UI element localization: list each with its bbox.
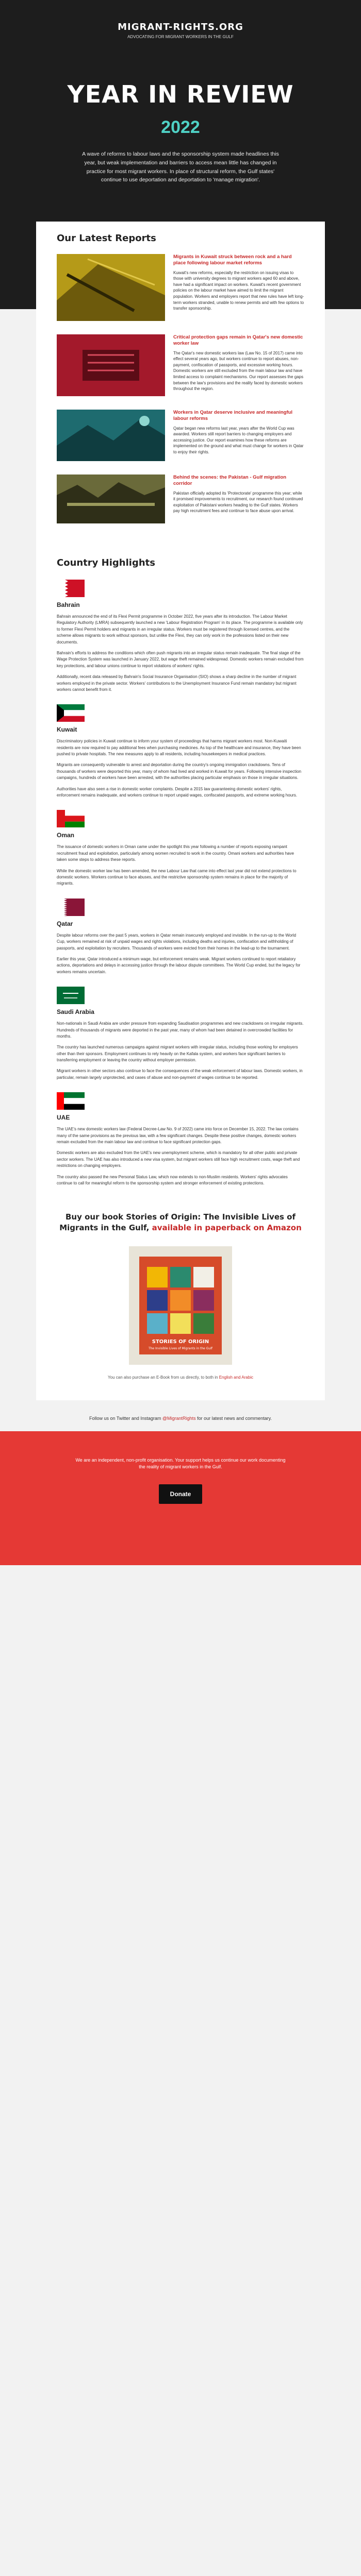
saudi-flag-icon xyxy=(57,987,85,1004)
report-title[interactable]: Workers in Qatar deserve inclusive and meaningful labour reforms xyxy=(173,410,293,422)
book-promo xyxy=(36,1207,325,1400)
book-caption-text: You can also purchase an E-Book from us directly, to both in xyxy=(108,1375,218,1380)
social-handle-link[interactable]: @MigrantRights xyxy=(162,1415,196,1421)
country-highlights xyxy=(36,552,325,1207)
country-paragraph: Authorities have also seen a rise in domestic worker complaints. Despite a 2015 law guaranteeing domestic workers' rights, enforcement remains inadequate, and workers continue to report unpaid wages, confiscated passports, and extreme working hours. xyxy=(57,786,298,798)
footer xyxy=(0,1431,361,1565)
country-name: Saudi Arabia xyxy=(57,1008,94,1016)
year-label: 2022 xyxy=(161,117,200,137)
report-title[interactable]: Critical protection gaps remain in Qatar's new domestic worker law xyxy=(173,334,303,347)
report-card[interactable] xyxy=(57,334,304,396)
report-title[interactable]: Migrants in Kuwait struck between rock and a hard place following labour market reforms xyxy=(173,254,292,266)
intro-text: A wave of reforms to labour laws and the sponsorship system made headlines this year, but weak implementation and barriers to access mean little has changed in practice for most migrant workers. In place of structural reform, the Gulf states' continue to use deportation and deportation to 'manage migration'. xyxy=(82,151,279,183)
book-link[interactable]: available in paperback on Amazon xyxy=(152,1223,302,1232)
report-image[interactable] xyxy=(57,254,165,321)
countries-title: Country Highlights xyxy=(57,557,155,568)
country-kuwait xyxy=(57,704,304,799)
country-paragraph: Bahrain announced the end of its Flexi Permit programme in October 2022, five years after its introduction. The Labour Market Regulatory Authority (LMRA) subsequently launched a new 'Labour Registration Program' in its place. The programme is available only to former Flexi Permit holders and migrants in an irregular status. Workers must be registered through licensed centres, and the scheme allows migrants to work without sponsors, but unlike the Flexi, they can only work in the professions listed on their new documents. xyxy=(57,614,303,645)
footer-text: We are an independent, non-profit organisation. Your support helps us continue our work documenting the reality of migrant workers in the Gulf. xyxy=(75,1457,286,1470)
country-paragraph: Earlier this year, Qatar introduced a minimum wage, but enforcement remains weak. Migrant workers continued to report retaliatory actions, deportations and delays in accessing justice through the labour dispute committees. The World Cup ended, but the legacy for workers remains uncertain. xyxy=(57,956,301,974)
country-uae xyxy=(57,1092,304,1187)
country-name: Bahrain xyxy=(57,601,80,608)
report-card[interactable] xyxy=(57,410,304,461)
report-text: Pakistan officially adopted its 'Protectorate' programme this year; while it promised improvements to recruitment, our research found continued exploitation of Pakistani workers heading to the Gulf states. Workers pay high recruitment fees and continue to face abuse upon arrival. xyxy=(173,490,303,514)
report-image[interactable] xyxy=(57,474,165,523)
country-paragraph: Migrants are consequently vulnerable to arrest and deportation during the country's ongoing immigration crackdowns. Tens of thousands of workers were deported this year, many of whom had lived and worked in Kuwait for years. Following intensive inspection campaigns, hundreds of workers have been arrested, with the authorities placing particular emphasis on those in irregular situations. xyxy=(57,762,302,781)
bahrain-flag-icon xyxy=(57,580,85,597)
country-paragraph: Non-nationals in Saudi Arabia are under pressure from expanding Saudisation programmes and new crackdowns on irregular migrants. Hundreds of thousands of migrants were deported in the past year, many of whom had been detained in overcrowded facilities for months. xyxy=(57,1021,304,1039)
report-text: Kuwait's new reforms, especially the restriction on issuing visas to those with university degrees to migrant workers aged 60 and above, have had a significant impact on workers. Kuwait's recent government policies on the labour market have aimed to limit the migrant population. Workers and employers report that new rules have left long-term workers stranded, unable to renew permits and with few options to transfer sponsorship. xyxy=(173,270,304,311)
country-paragraph: The country has launched numerous campaigns against migrant workers with irregular status, including those working for employers other than their sponsors. Employment continues to rely heavily on the Kafala system, and workers face significant barriers to transferring employment or leaving the country without employer permission. xyxy=(57,1045,298,1063)
reports-title: Our Latest Reports xyxy=(57,233,156,244)
book-title[interactable]: Buy our book Stories of Origin: The Invisible Lives of Migrants in the Gulf, xyxy=(59,1212,296,1232)
logo[interactable]: MIGRANT-RIGHTS.ORG xyxy=(118,22,243,32)
country-paragraph: Domestic workers are also excluded from the UAE's new unemployment scheme, which is mandatory for all other public and private sector workers. The UAE has also introduced a new visa system, but migrant workers still face high recruitment costs, wage theft and restrictions on changing employers. xyxy=(57,1150,300,1168)
country-paragraph: Despite labour reforms over the past 5 years, workers in Qatar remain insecurely employed and invisible. In the run-up to the World Cup, workers remained at risk of unpaid wages and rights violations, including deaths and injuries, confiscation and withholding of passports, and exploitation by recruiters. Thousands of workers were evicted from their homes in the lead-up to the tournament. xyxy=(57,933,297,951)
country-bahrain xyxy=(57,580,304,693)
country-saudi-arabia xyxy=(57,987,304,1081)
report-image[interactable] xyxy=(57,334,165,396)
country-paragraph: While the domestic worker law has been amended, the new Labour Law that came into effect last year did not extend protections to domestic workers. Workers continue to face abuses, and the restrictive sponsorship system remains in place for the majority of migrants. xyxy=(57,868,297,886)
country-name: Qatar xyxy=(57,920,73,927)
report-image[interactable] xyxy=(57,410,165,461)
country-paragraph: Migrant workers in other sectors also continue to face the consequences of the weak enforcement of labour laws. Domestic workers, in particular, remain largely unprotected, and cases of abuse and non-payment of wages continue to be reported. xyxy=(57,1069,303,1080)
country-paragraph: Discriminatory policies in Kuwait continue to inform your system of proceedings that harms migrant workers most. Non-Kuwaiti residents are now required to pay additional fees when purchasing medicines. As top of the healthcare and insurance, they have been pushed to private hospitals. The new measures apply to all residents, including housekeepers in medical practices. xyxy=(57,739,301,757)
country-name: UAE xyxy=(57,1114,70,1122)
kuwait-flag-icon xyxy=(57,704,85,722)
logo-tagline: ADVOCATING FOR MIGRANT WORKERS IN THE GULF xyxy=(127,35,234,39)
oman-flag-icon xyxy=(57,810,85,827)
country-name: Kuwait xyxy=(57,726,77,734)
page-title: YEAR IN REVIEW xyxy=(67,80,294,108)
follow-text: Follow us on Twitter and Instagram xyxy=(89,1415,161,1421)
report-card[interactable] xyxy=(57,474,304,523)
report-title[interactable]: Behind the scenes: the Pakistan - Gulf migration corridor xyxy=(173,474,287,487)
donate-button[interactable]: Donate xyxy=(159,1484,203,1504)
follow-bar xyxy=(0,1400,361,1431)
country-qatar xyxy=(57,899,304,975)
country-paragraph: Additionally, recent data released by Bahrain's Social Insurance Organisation (SIO) shows a sharp decline in the number of migrant workers employed in the private sector. Workers' contributions to the Unemployment Insurance Fund remain mandatory but migrant workers cannot benefit from it. xyxy=(57,674,297,692)
ebook-link[interactable]: English and Arabic xyxy=(219,1375,253,1380)
report-text: Qatar began new reforms last year, years after the World Cup was awarded. Workers still report barriers to changing employers and accessing justice. Our report examines how these reforms are implemented on the ground and what must change for workers in Qatar to enjoy their rights. xyxy=(173,426,304,455)
qatar-flag-icon xyxy=(57,899,85,916)
country-paragraph: The UAE's new domestic workers law (Federal Decree-Law No. 9 of 2022) came into force on December 15, 2022. The law contains many of the same provisions as the previous law, with a few significant changes. Despite these positive changes, domestic workers remain excluded from the main labour law and continue to face significant protection gaps. xyxy=(57,1127,299,1145)
country-oman xyxy=(57,810,304,887)
book-heading xyxy=(57,1212,304,1233)
follow-text-2: for our latest news and commentary. xyxy=(197,1415,272,1421)
book-cover-subtitle: The Invisible Lives of Migrants in the Gulf xyxy=(148,1346,213,1350)
country-paragraph: The country also passed the new Personal Status Law, which now extends to non-Muslim residents. Workers' rights advocates continue to call for meaningful reform to the sponsorship system and stronger enforcement of existing protections. xyxy=(57,1174,288,1185)
country-paragraph: The issuance of domestic workers in Oman came under the spotlight this year following a number of reports exposing rampant recruitment fraud and exploitation, particularly among women recruited to work in the country. Omani workers and authorities have taken some steps to address these reports. xyxy=(57,844,294,862)
book-cover-title: STORIES OF ORIGIN xyxy=(152,1338,209,1345)
country-paragraph: Bahrain's efforts to address the conditions which often push migrants into an irregular status remain inadequate. The final stage of the Wage Protection System was launched in January 2022, but wage theft remained widespread. Domestic workers remain excluded from key protections, and labour unions continue to report violations of workers' rights. xyxy=(57,650,304,668)
book-caption xyxy=(57,1375,304,1380)
report-card[interactable] xyxy=(57,254,304,321)
reports-section xyxy=(36,222,325,552)
country-name: Oman xyxy=(57,832,75,839)
book-cover-image[interactable] xyxy=(129,1246,232,1365)
report-text: The Qatar's new domestic workers law (Law No. 15 of 2017) came into effect several years ago, but workers continue to report abuses, non-payment, confiscation of passports, and excessive working hours. Domestic workers are still excluded from the main labour law and have limited access to complaint mechanisms. Our report assesses the gaps between the law's provisions and the reality faced by domestic workers throughout the region. xyxy=(173,350,304,392)
uae-flag-icon xyxy=(57,1092,85,1110)
